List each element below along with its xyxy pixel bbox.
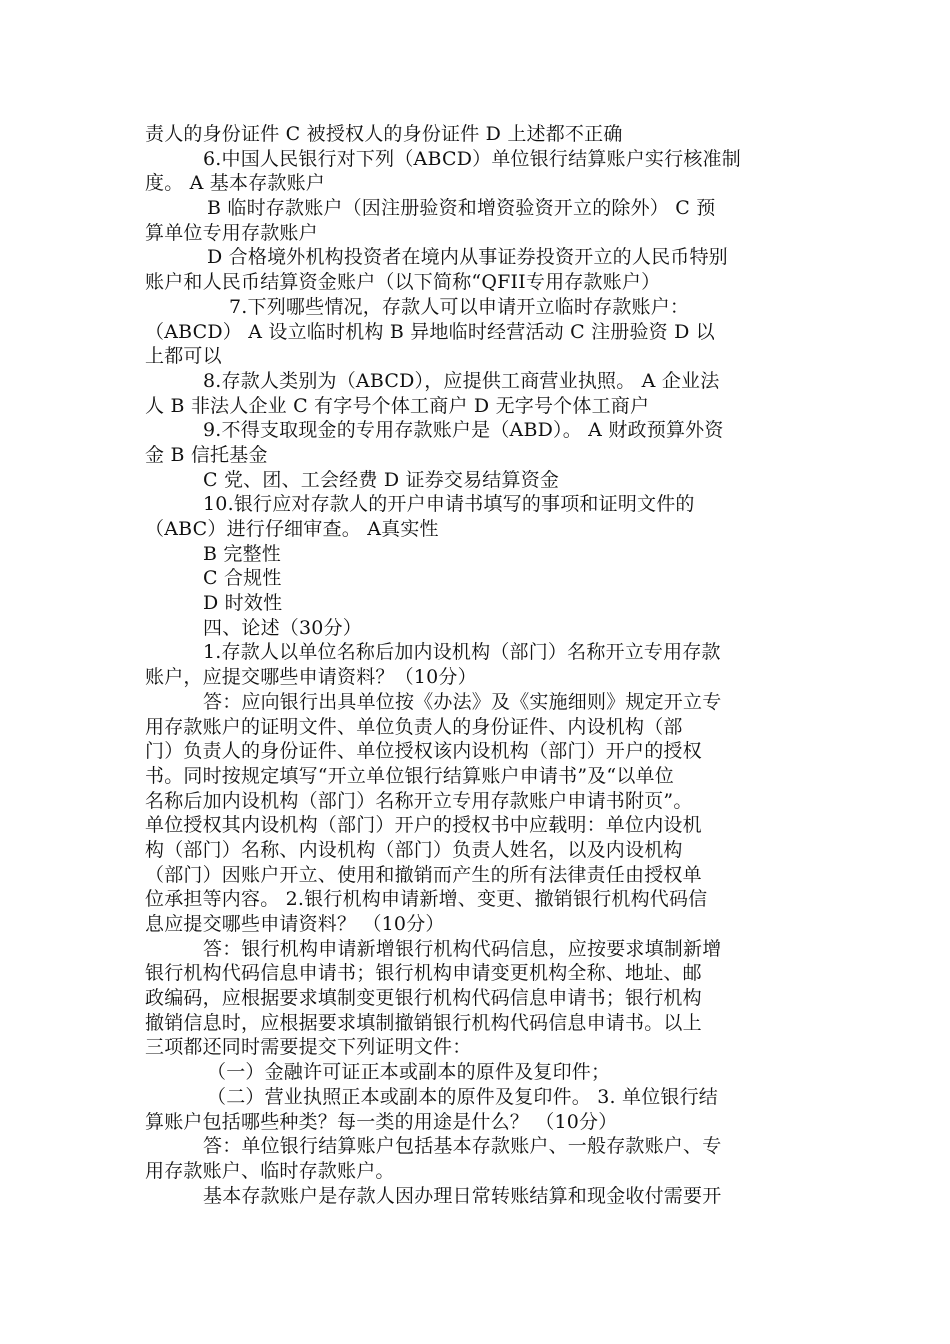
text-line: 7.下列哪些情况，存款人可以申请开立临时存款账户：	[229, 295, 690, 318]
text-line: 9.不得支取现金的专用存款账户是（ABD）。 A 财政预算外资	[203, 419, 724, 442]
text-line: 答：银行机构申请新增银行机构代码信息，应按要求填制新增	[203, 937, 722, 960]
text-line: 银行机构代码信息申请书；银行机构申请变更机构全称、地址、邮	[145, 962, 702, 985]
document-body	[145, 122, 810, 1208]
text-line: B 完整性	[203, 542, 282, 565]
text-line: 位承担等内容。 2.银行机构申请新增、变更、撤销银行机构代码信	[145, 888, 708, 911]
text-line: 责人的身份证件 C 被授权人的身份证件 D 上述都不正确	[145, 123, 623, 145]
text-line: 撤销信息时，应根据要求填制撤销银行机构代码信息申请书。以上	[145, 1011, 702, 1034]
text-line: 上都可以	[145, 345, 222, 368]
text-line: 度。 A 基本存款账户	[145, 172, 326, 195]
text-line: 金 B 信托基金	[145, 443, 268, 466]
text-line: D 合格境外机构投资者在境内从事证券投资开立的人民币特别	[207, 246, 728, 269]
text-line: 8.存款人类别为（ABCD），应提供工商营业执照。 A 企业法	[203, 369, 720, 392]
text-line: 1.存款人以单位名称后加内设机构（部门）名称开立专用存款	[203, 641, 721, 664]
text-line: 基本存款账户是存款人因办理日常转账结算和现金收付需要开	[203, 1184, 722, 1207]
text-line: 名称后加内设机构（部门）名称开立专用存款账户申请书附页”。	[145, 789, 693, 812]
text-line: 四、论述（30分）	[203, 616, 362, 639]
text-line: 算账户包括哪些种类？每一类的用途是什么？ （10分）	[145, 1110, 618, 1133]
text-line: （二）营业执照正本或副本的原件及复印件。 3. 单位银行结	[207, 1085, 719, 1108]
text-line: 账户和人民币结算资金账户（以下简称“QFII专用存款账户）	[145, 271, 661, 294]
text-line: B 临时存款账户（因注册验资和增资验资开立的除外） C 预	[207, 197, 716, 220]
text-line: （部门）因账户开立、使用和撤销而产生的所有法律责任由授权单	[145, 863, 702, 886]
text-line: 用存款账户的证明文件、单位负责人的身份证件、内设机构（部	[145, 715, 683, 738]
text-line: 人 B 非法人企业 C 有字号个体工商户 D 无字号个体工商户	[145, 394, 650, 417]
text-line: 三项都还同时需要提交下列证明文件：	[145, 1036, 472, 1059]
text-line: 10.银行应对存款人的开户申请书填写的事项和证明文件的	[203, 493, 695, 516]
text-line: 答：应向银行出具单位按《办法》及《实施细则》规定开立专	[203, 690, 722, 713]
text-line: 政编码，应根据要求填制变更银行机构代码信息申请书；银行机构	[145, 987, 702, 1010]
text-line: 单位授权其内设机构（部门）开户的授权书中应载明：单位内设机	[145, 814, 702, 837]
text-line: C 合规性	[203, 567, 282, 590]
text-line: 账户，应提交哪些申请资料？（10分）	[145, 666, 477, 689]
text-line: 构（部门）名称、内设机构（部门）负责人姓名，以及内设机构	[145, 838, 683, 861]
text-line: （ABCD） A 设立临时机构 B 异地临时经营活动 C 注册验资 D 以	[145, 320, 715, 343]
text-line: 用存款账户、临时存款账户。	[145, 1159, 395, 1182]
text-line: C 党、团、工会经费 D 证券交易结算资金	[203, 468, 560, 491]
text-line: 6.中国人民银行对下列（ABCD）单位银行结算账户实行核准制	[203, 147, 741, 170]
text-line: 门）负责人的身份证件、单位授权该内设机构（部门）开户的授权	[145, 740, 702, 763]
text-line: D 时效性	[203, 592, 283, 615]
text-line: 息应提交哪些申请资料？ （10分）	[145, 913, 445, 935]
text-line: （ABC）进行仔细审查。 A真实性	[145, 518, 439, 540]
text-line: 书。同时按规定填写“开立单位银行结算账户申请书”及“以单位	[145, 764, 674, 787]
text-line: 算单位专用存款账户	[145, 221, 318, 244]
text-line: 答：单位银行结算账户包括基本存款账户、一般存款账户、专	[203, 1135, 722, 1158]
text-line: （一）金融许可证正本或副本的原件及复印件；	[207, 1061, 611, 1084]
